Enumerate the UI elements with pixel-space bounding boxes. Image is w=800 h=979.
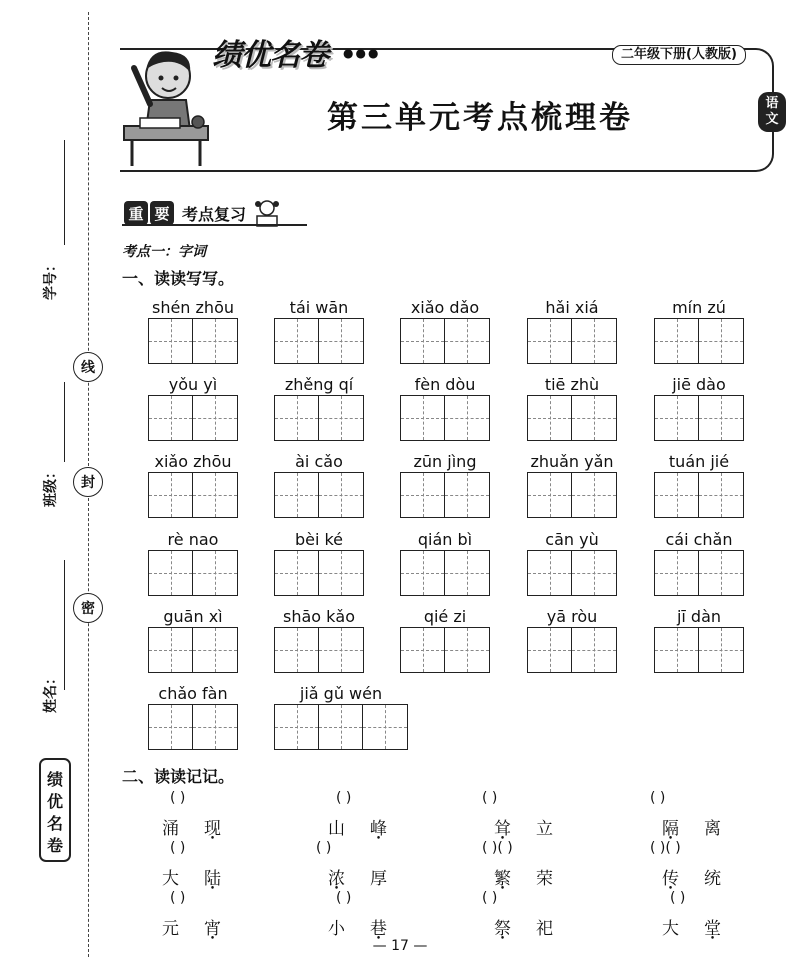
pinyin-answer-blank[interactable]: ( )( ) bbox=[650, 840, 681, 856]
pinyin-label: chǎo fàn bbox=[158, 684, 228, 703]
tianzige-grid bbox=[274, 704, 408, 750]
tianzige-grid bbox=[527, 627, 617, 673]
writing-square[interactable] bbox=[655, 396, 699, 440]
word-character: 大 bbox=[162, 869, 180, 889]
section-underline bbox=[122, 224, 307, 226]
writing-square[interactable] bbox=[445, 319, 489, 363]
pinyin-label: yǒu yì bbox=[168, 375, 218, 394]
tianzige-grid bbox=[527, 318, 617, 364]
pinyin-label: shén zhōu bbox=[151, 298, 234, 317]
word-character: 祭 bbox=[494, 919, 512, 939]
subject-char-2: 文 bbox=[765, 112, 779, 127]
tianzige-grid bbox=[274, 627, 364, 673]
pinyin-label: cān yù bbox=[545, 530, 599, 549]
tianzige-grid bbox=[400, 550, 490, 596]
pinyin-answer-blank[interactable]: ( ) bbox=[482, 790, 498, 806]
writing-square[interactable] bbox=[275, 319, 319, 363]
writing-square[interactable] bbox=[319, 319, 363, 363]
tianzige-grid bbox=[400, 318, 490, 364]
brand-dots: ●●● bbox=[343, 46, 381, 60]
writing-square[interactable] bbox=[572, 551, 616, 595]
pinyin-label: shāo kǎo bbox=[282, 607, 355, 626]
tianzige-grid bbox=[148, 395, 238, 441]
writing-square[interactable] bbox=[401, 319, 445, 363]
writing-square[interactable] bbox=[528, 319, 572, 363]
badge-char-1: 重 bbox=[124, 201, 148, 225]
pinyin-label: yā ròu bbox=[546, 607, 598, 626]
tianzige-grid bbox=[527, 550, 617, 596]
word-character: 传 bbox=[662, 869, 680, 889]
tianzige-grid bbox=[400, 472, 490, 518]
tianzige-grid bbox=[654, 627, 744, 673]
word-character: 繁 bbox=[494, 869, 512, 889]
word-character: 离 bbox=[704, 819, 722, 839]
pinyin-answer-blank[interactable]: ( ) bbox=[170, 840, 186, 856]
word-character: 大 bbox=[662, 919, 680, 939]
svg-text:名: 名 bbox=[46, 814, 64, 833]
writing-square[interactable] bbox=[275, 628, 319, 672]
pinyin-label: jī dàn bbox=[676, 607, 722, 626]
reading-word bbox=[650, 814, 734, 839]
pinyin-label: guān xì bbox=[163, 607, 223, 626]
grade-tab: 二年级下册(人教版) bbox=[612, 45, 746, 65]
tianzige-grid bbox=[148, 550, 238, 596]
pinyin-label: bèi ké bbox=[294, 530, 344, 549]
reading-word bbox=[316, 864, 400, 889]
class-label: 班级： bbox=[43, 465, 59, 507]
reading-word bbox=[482, 914, 566, 939]
writing-square[interactable] bbox=[275, 473, 319, 517]
word-character: 统 bbox=[704, 869, 722, 889]
word-character: 立 bbox=[536, 819, 554, 839]
writing-square[interactable] bbox=[193, 705, 237, 749]
pinyin-label: xiǎo dǎo bbox=[410, 298, 480, 317]
pinyin-label: qié zi bbox=[423, 607, 467, 626]
svg-text:绩: 绩 bbox=[46, 770, 64, 789]
reading-word bbox=[150, 814, 234, 839]
cut-mark-line: 线 bbox=[73, 352, 103, 382]
tianzige-grid bbox=[654, 472, 744, 518]
word-character: 峰 bbox=[370, 819, 388, 839]
pinyin-answer-blank[interactable]: ( ) bbox=[170, 790, 186, 806]
tianzige-grid bbox=[400, 395, 490, 441]
tianzige-grid bbox=[654, 395, 744, 441]
writing-square[interactable] bbox=[401, 551, 445, 595]
word-character: 涌 bbox=[162, 819, 180, 839]
tianzige-grid bbox=[148, 704, 238, 750]
student-id-label: 学号： bbox=[43, 258, 59, 300]
writing-square[interactable] bbox=[655, 473, 699, 517]
tianzige-grid bbox=[148, 472, 238, 518]
writing-square[interactable] bbox=[149, 551, 193, 595]
word-character: 山 bbox=[328, 819, 346, 839]
pinyin-label: xiǎo zhōu bbox=[154, 452, 232, 471]
pinyin-answer-blank[interactable]: ( ) bbox=[650, 790, 666, 806]
tianzige-grid bbox=[400, 627, 490, 673]
word-character: 元 bbox=[162, 919, 180, 939]
writing-square[interactable] bbox=[699, 396, 743, 440]
writing-square[interactable] bbox=[319, 705, 363, 749]
reading-word bbox=[150, 914, 234, 939]
cut-mark-secret: 密 bbox=[73, 593, 103, 623]
brand-logo-text: 绩优名卷 bbox=[212, 38, 328, 73]
writing-square[interactable] bbox=[401, 628, 445, 672]
pinyin-label: ài cǎo bbox=[295, 452, 343, 471]
writing-square[interactable] bbox=[445, 473, 489, 517]
pinyin-label: rè nao bbox=[167, 530, 219, 549]
class-rule[interactable] bbox=[64, 382, 65, 462]
writing-square[interactable] bbox=[149, 396, 193, 440]
writing-square[interactable] bbox=[275, 705, 319, 749]
writing-square[interactable] bbox=[193, 319, 237, 363]
writing-square[interactable] bbox=[363, 705, 407, 749]
reading-word bbox=[650, 914, 734, 939]
writing-square[interactable] bbox=[319, 628, 363, 672]
reading-word bbox=[316, 814, 400, 839]
badge-text: 考点复习 bbox=[182, 204, 247, 224]
word-character: 小 bbox=[328, 919, 346, 939]
cut-mark-seal: 封 bbox=[73, 467, 103, 497]
word-character: 耸 bbox=[494, 819, 512, 839]
pinyin-answer-blank[interactable]: ( )( ) bbox=[482, 840, 513, 856]
word-character: 浓 bbox=[328, 869, 346, 889]
writing-square[interactable] bbox=[572, 396, 616, 440]
tianzige-grid bbox=[654, 318, 744, 364]
writing-square[interactable] bbox=[193, 551, 237, 595]
q2-title: 二、读读记记。 bbox=[122, 767, 235, 786]
student-id-rule[interactable] bbox=[64, 140, 65, 245]
pinyin-label: zhuǎn yǎn bbox=[530, 452, 614, 471]
tianzige-grid bbox=[148, 318, 238, 364]
name-rule[interactable] bbox=[64, 560, 65, 690]
reading-word bbox=[316, 914, 400, 939]
writing-square[interactable] bbox=[528, 473, 572, 517]
reading-word bbox=[150, 864, 234, 889]
writing-square[interactable] bbox=[149, 705, 193, 749]
writing-square[interactable] bbox=[149, 628, 193, 672]
word-character: 隔 bbox=[662, 819, 680, 839]
word-character: 厚 bbox=[370, 869, 388, 889]
tianzige-grid bbox=[527, 472, 617, 518]
writing-square[interactable] bbox=[699, 551, 743, 595]
writing-square[interactable] bbox=[319, 396, 363, 440]
name-label: 姓名： bbox=[43, 671, 59, 713]
tianzige-grid bbox=[274, 395, 364, 441]
q1-title: 一、读读写写。 bbox=[122, 269, 235, 288]
reading-word bbox=[482, 814, 566, 839]
reading-word bbox=[650, 864, 734, 889]
word-character: 荣 bbox=[536, 869, 554, 889]
writing-square[interactable] bbox=[275, 551, 319, 595]
pinyin-label: hǎi xiá bbox=[545, 298, 599, 317]
side-brand-logo bbox=[36, 755, 76, 865]
point-label: 考点一：字词 bbox=[122, 244, 206, 260]
pinyin-answer-blank[interactable]: ( ) bbox=[482, 890, 498, 906]
pinyin-answer-blank[interactable]: ( ) bbox=[170, 890, 186, 906]
student-at-desk-illustration bbox=[120, 38, 212, 168]
reading-word bbox=[482, 864, 566, 889]
writing-square[interactable] bbox=[655, 319, 699, 363]
writing-square[interactable] bbox=[319, 551, 363, 595]
pinyin-label: zūn jìng bbox=[413, 452, 477, 471]
writing-square[interactable] bbox=[528, 628, 572, 672]
tianzige-grid bbox=[274, 472, 364, 518]
writing-square[interactable] bbox=[319, 473, 363, 517]
writing-square[interactable] bbox=[401, 396, 445, 440]
pinyin-label: zhěng qí bbox=[284, 375, 354, 394]
writing-square[interactable] bbox=[699, 473, 743, 517]
writing-square[interactable] bbox=[528, 551, 572, 595]
writing-square[interactable] bbox=[655, 551, 699, 595]
pinyin-answer-blank[interactable]: ( ) bbox=[336, 790, 352, 806]
tianzige-grid bbox=[527, 395, 617, 441]
writing-square[interactable] bbox=[445, 551, 489, 595]
tianzige-grid bbox=[148, 627, 238, 673]
writing-square[interactable] bbox=[445, 396, 489, 440]
tianzige-grid bbox=[654, 550, 744, 596]
word-character: 陆 bbox=[204, 869, 222, 889]
writing-square[interactable] bbox=[528, 396, 572, 440]
pinyin-label: jiē dào bbox=[672, 375, 726, 394]
pinyin-label: tiē zhù bbox=[544, 375, 600, 394]
pinyin-label: cái chǎn bbox=[665, 530, 733, 549]
word-character: 巷 bbox=[370, 919, 388, 939]
pinyin-label: tái wān bbox=[289, 298, 349, 317]
page-number: — 17 — bbox=[372, 938, 428, 954]
pinyin-label: jiǎ gǔ wén bbox=[299, 684, 383, 703]
writing-square[interactable] bbox=[193, 628, 237, 672]
pinyin-label: qián bì bbox=[417, 530, 473, 549]
pinyin-answer-blank[interactable]: ( ) bbox=[316, 840, 332, 856]
writing-square[interactable] bbox=[149, 473, 193, 517]
writing-square[interactable] bbox=[193, 473, 237, 517]
writing-square[interactable] bbox=[572, 319, 616, 363]
tianzige-grid bbox=[274, 318, 364, 364]
word-character: 宵 bbox=[204, 919, 222, 939]
writing-square[interactable] bbox=[149, 319, 193, 363]
pinyin-label: tuán jié bbox=[668, 452, 730, 471]
svg-text:卷: 卷 bbox=[46, 836, 64, 855]
subject-char-1: 语 bbox=[765, 96, 779, 111]
writing-square[interactable] bbox=[699, 319, 743, 363]
writing-square[interactable] bbox=[445, 628, 489, 672]
writing-square[interactable] bbox=[401, 473, 445, 517]
writing-square[interactable] bbox=[275, 396, 319, 440]
svg-text:优: 优 bbox=[46, 792, 64, 811]
pinyin-answer-blank[interactable]: ( ) bbox=[670, 890, 686, 906]
word-character: 现 bbox=[204, 819, 222, 839]
pinyin-answer-blank[interactable]: ( ) bbox=[336, 890, 352, 906]
writing-square[interactable] bbox=[193, 396, 237, 440]
pinyin-label: mín zú bbox=[672, 298, 726, 317]
badge-char-2: 要 bbox=[150, 201, 174, 225]
word-character: 祀 bbox=[536, 919, 554, 939]
page-title: 第三单元考点梳理卷 bbox=[327, 100, 633, 136]
writing-square[interactable] bbox=[699, 628, 743, 672]
writing-square[interactable] bbox=[655, 628, 699, 672]
subject-tab bbox=[758, 92, 786, 132]
pinyin-label: fèn dòu bbox=[414, 375, 476, 394]
writing-square[interactable] bbox=[572, 473, 616, 517]
tianzige-grid bbox=[274, 550, 364, 596]
word-character: 堂 bbox=[704, 919, 722, 939]
writing-square[interactable] bbox=[572, 628, 616, 672]
